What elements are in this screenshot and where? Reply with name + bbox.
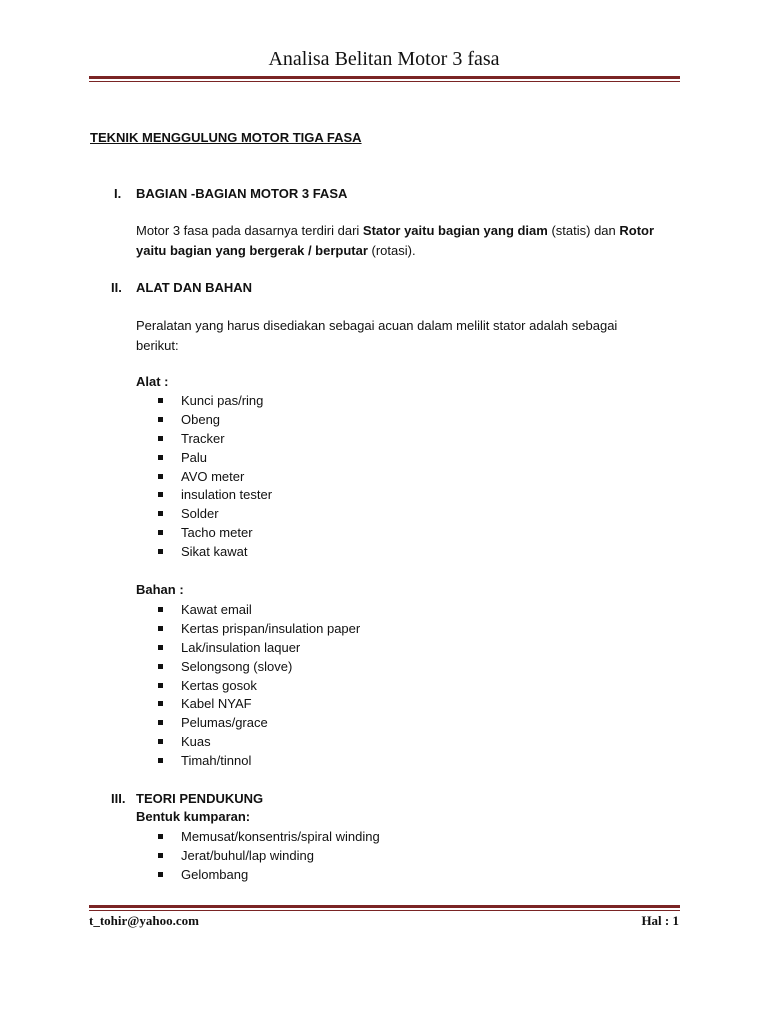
list-item-text: Obeng — [181, 411, 221, 427]
alat-item — [136, 449, 272, 468]
list-item-text: Kabel NYAF — [181, 696, 252, 712]
section-1-paragraph — [136, 221, 681, 261]
list-item-text: Solder — [181, 506, 219, 522]
list-item-text: Kuas — [181, 734, 211, 750]
list-item-text: Pelumas/grace — [181, 715, 268, 731]
square-bullet-icon — [158, 853, 163, 858]
list-item-text: Palu — [181, 449, 208, 465]
list-item-text: Kertas prispan/insulation paper — [181, 620, 361, 636]
square-bullet-icon — [158, 664, 163, 669]
square-bullet-icon — [158, 607, 163, 612]
square-bullet-icon — [158, 455, 163, 460]
square-bullet-icon — [158, 530, 163, 535]
kumparan-list — [136, 828, 380, 885]
alat-label: Alat : — [136, 374, 169, 389]
list-item-text: Selongsong (slove) — [181, 658, 293, 674]
alat-item — [136, 468, 272, 487]
list-item-text: Timah/tinnol — [181, 753, 252, 769]
footer-email: t_tohir@yahoo.com — [89, 913, 199, 928]
square-bullet-icon — [158, 492, 163, 497]
square-bullet-icon — [158, 626, 163, 631]
bahan-item — [136, 639, 360, 658]
alat-item — [136, 524, 272, 543]
bentuk-kumparan-label: Bentuk kumparan: — [136, 809, 251, 824]
square-bullet-icon — [158, 701, 163, 706]
bahan-item — [136, 658, 360, 677]
section-1-number: I. — [114, 186, 122, 201]
header-divider — [89, 76, 680, 82]
paragraph-bold-stator: Stator yaitu bagian yang diam — [362, 223, 548, 238]
bahan-item — [136, 714, 360, 733]
section-3-number: III. — [111, 791, 126, 806]
paragraph-bold-rotor: Rotor yaitu bagian yang bergerak / berputar — [136, 223, 655, 258]
list-item-text: Kunci pas/ring — [181, 393, 264, 408]
kumparan-item — [136, 847, 380, 866]
section-2-intro: Peralatan yang harus disediakan sebagai acuan dalam melilit stator adalah sebagai berikut: — [136, 318, 618, 353]
section-1-title: BAGIAN -BAGIAN MOTOR 3 FASA — [136, 186, 348, 201]
list-item-text: Tacho meter — [181, 525, 253, 541]
square-bullet-icon — [158, 398, 163, 403]
alat-list — [136, 392, 272, 562]
alat-item — [136, 411, 272, 430]
square-bullet-icon — [158, 720, 163, 725]
document-heading: TEKNIK MENGGULUNG MOTOR TIGA FASA — [90, 130, 362, 145]
alat-item — [136, 486, 272, 505]
kumparan-item — [136, 866, 380, 885]
footer-page-number: Hal : 1 — [641, 913, 679, 928]
alat-item — [136, 392, 272, 411]
bahan-item — [136, 601, 360, 620]
square-bullet-icon — [158, 474, 163, 479]
list-item-text: Gelombang — [181, 866, 249, 882]
square-bullet-icon — [158, 739, 163, 744]
list-item-text: Kawat email — [181, 602, 252, 617]
section-2-number: II. — [111, 280, 122, 295]
list-item-text: Kertas gosok — [181, 677, 257, 693]
square-bullet-icon — [158, 417, 163, 422]
section-3-title: TEORI PENDUKUNG — [136, 791, 264, 806]
square-bullet-icon — [158, 511, 163, 516]
page-header-title: Analisa Belitan Motor 3 fasa — [268, 48, 500, 70]
square-bullet-icon — [158, 683, 163, 688]
paragraph-text: Motor 3 fasa pada dasarnya terdiri dari — [136, 223, 363, 238]
bahan-item — [136, 620, 360, 639]
footer-divider — [89, 905, 680, 911]
square-bullet-icon — [158, 872, 163, 877]
square-bullet-icon — [158, 549, 163, 554]
list-item-text: Jerat/buhul/lap winding — [181, 847, 314, 863]
section-2-title: ALAT DAN BAHAN — [136, 280, 253, 295]
kumparan-item — [136, 828, 380, 847]
bahan-item — [136, 695, 360, 714]
bahan-label: Bahan : — [136, 582, 184, 597]
square-bullet-icon — [158, 758, 163, 763]
bahan-list — [136, 601, 360, 771]
square-bullet-icon — [158, 436, 163, 441]
square-bullet-icon — [158, 834, 163, 839]
paragraph-text: (rotasi). — [367, 243, 416, 258]
list-item-text: Sikat kawat — [181, 544, 248, 560]
list-item-text: Tracker — [181, 430, 225, 446]
bahan-item — [136, 677, 360, 696]
list-item-text: Memusat/konsentris/spiral winding — [181, 829, 380, 844]
list-item-text: Lak/insulation laquer — [181, 639, 301, 655]
alat-item — [136, 430, 272, 449]
list-item-text: AVO meter — [181, 468, 245, 484]
paragraph-text: (statis) dan — [547, 223, 620, 238]
bahan-item — [136, 752, 360, 771]
alat-item — [136, 543, 272, 562]
bahan-item — [136, 733, 360, 752]
square-bullet-icon — [158, 645, 163, 650]
alat-item — [136, 505, 272, 524]
list-item-text: insulation tester — [181, 487, 273, 503]
